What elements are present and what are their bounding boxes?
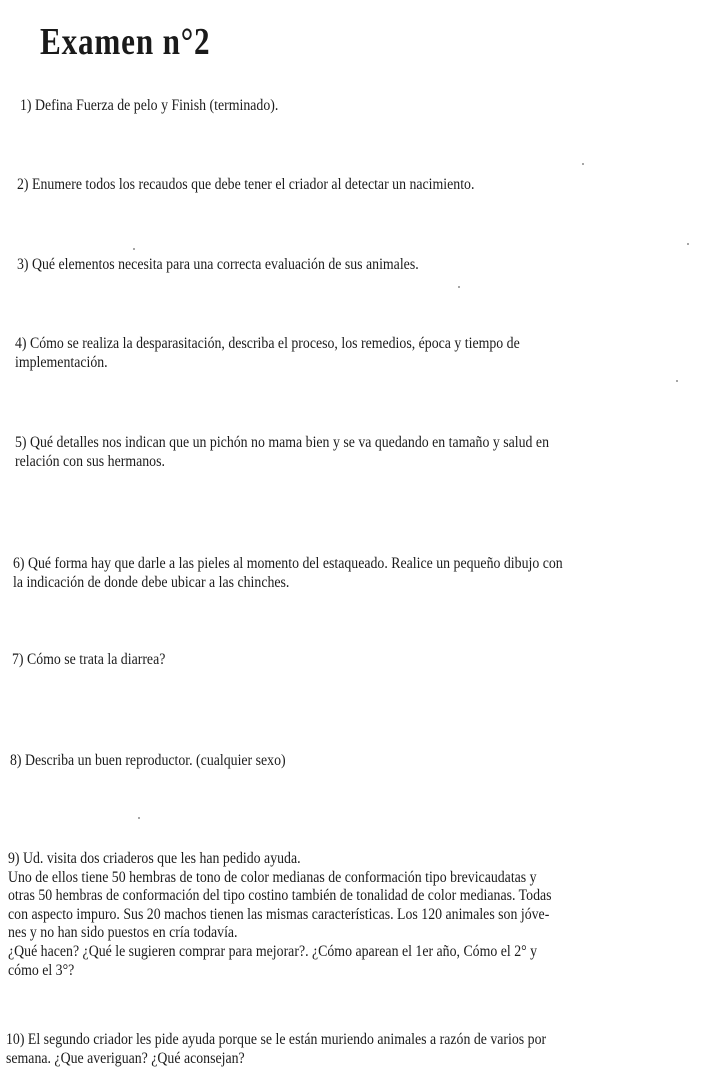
question-9-line: otras 50 hembras de conformación del tipo costino también de tonalidad de color medianas. Todas: [8, 887, 552, 905]
question-10-line: semana. ¿Que averiguan? ¿Qué aconsejan?: [6, 1050, 245, 1067]
question-6-line: 6) Qué forma hay que darle a las pieles al momento del estaqueado. Realice un pequeño dibujo con: [13, 555, 563, 572]
scan-speck: [133, 248, 135, 250]
question-9-line: cómo el 3°?: [8, 961, 75, 979]
question-7: [12, 650, 165, 669]
question-4-line: 4) Cómo se realiza la desparasitación, describa el proceso, los remedios, época y tiempo de: [15, 335, 520, 352]
question-10-line: 10) El segundo criador les pide ayuda porque se le están muriendo animales a razón de varios por: [6, 1031, 547, 1048]
question-9: [8, 850, 552, 980]
question-9-line: con aspecto impuro. Sus 20 machos tienen las mismas características. Los 120 animales son jóve-: [8, 905, 550, 923]
scan-speck: [676, 380, 678, 382]
scan-speck: [582, 163, 584, 165]
exam-title: Examen n°2: [40, 21, 211, 63]
question-5-line: 5) Qué detalles nos indican que un pichón no mama bien y se va quedando en tamaño y salud en: [15, 434, 549, 451]
question-9-line: 9) Ud. visita dos criaderos que les han pedido ayuda.: [8, 850, 301, 867]
question-1-line: 1) Defina Fuerza de pelo y Finish (terminado).: [20, 97, 279, 114]
question-2: [17, 175, 474, 194]
question-8-line: 8) Describa un buen reproductor. (cualquier sexo): [10, 752, 286, 769]
question-5-line: relación con sus hermanos.: [15, 453, 165, 470]
question-9-line: ¿Qué hacen? ¿Qué le sugieren comprar para mejorar?. ¿Cómo aparean el 1er año, Cómo el 2° y: [8, 942, 538, 960]
question-2-line: 2) Enumere todos los recaudos que debe tener el criador al detectar un nacimiento.: [17, 176, 475, 193]
question-7-line: 7) Cómo se trata la diarrea?: [12, 651, 166, 668]
question-4-line: implementación.: [15, 354, 108, 371]
scan-speck: [687, 243, 689, 245]
scan-speck: [138, 817, 140, 819]
question-3-line: 3) Qué elementos necesita para una correcta evaluación de sus animales.: [17, 256, 419, 273]
question-10: [6, 1030, 546, 1068]
scan-speck: [458, 286, 460, 288]
question-4: [15, 334, 520, 372]
question-9-line: nes y no han sido puestos en cría todavía.: [8, 924, 238, 942]
question-8: [10, 751, 286, 770]
question-6: [13, 554, 563, 592]
question-9-line: Uno de ellos tiene 50 hembras de tono de color medianas de conformación tipo brevicaudatas y: [8, 868, 537, 886]
question-5: [15, 433, 549, 471]
question-1: [20, 96, 278, 115]
question-3: [17, 255, 419, 274]
question-6-line: la indicación de donde debe ubicar a las chinches.: [13, 574, 290, 591]
